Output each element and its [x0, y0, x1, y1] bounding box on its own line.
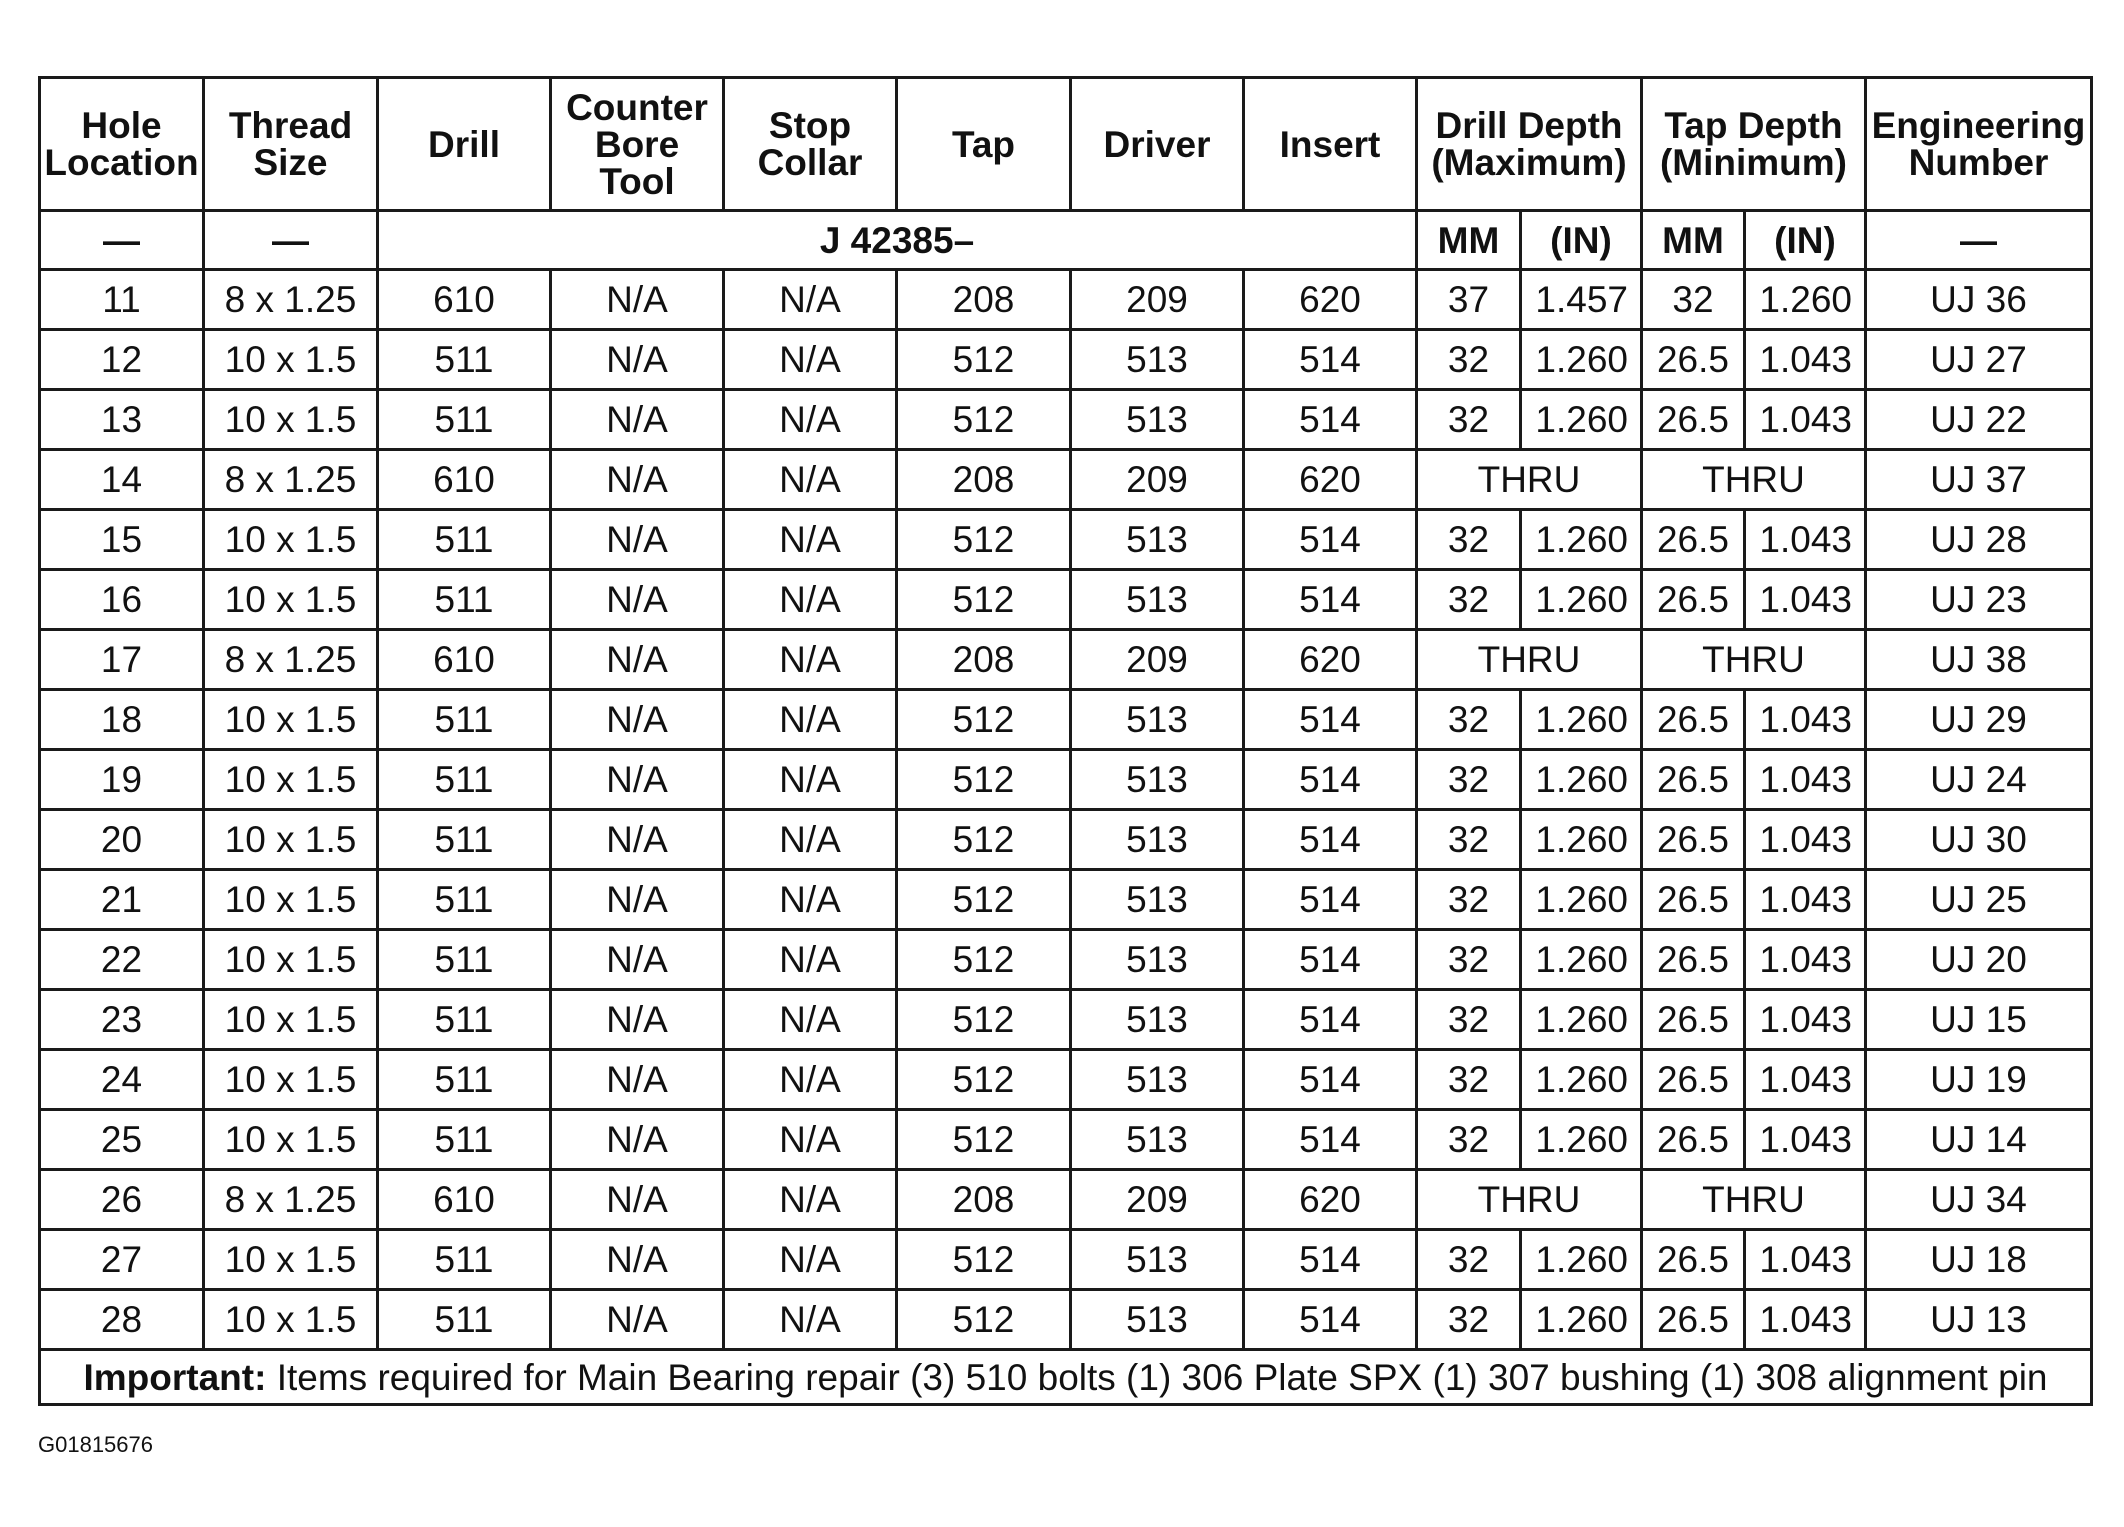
cell-engineering-number: UJ 24: [1866, 750, 2092, 810]
cell-driver: 513: [1071, 1110, 1244, 1170]
cell-stop-collar: N/A: [724, 1230, 897, 1290]
cell-counter-bore-tool: N/A: [551, 870, 724, 930]
header-drill: Drill: [378, 78, 551, 211]
cell-drill-depth-in: 1.260: [1521, 930, 1642, 990]
cell-tap: 208: [897, 630, 1071, 690]
cell-thread-size: 10 x 1.5: [204, 1290, 378, 1350]
cell-insert: 514: [1244, 1290, 1417, 1350]
cell-engineering-number: UJ 15: [1866, 990, 2092, 1050]
header-counter-bore-tool: Counter Bore Tool: [551, 78, 724, 211]
cell-hole-location: 15: [40, 510, 204, 570]
header-driver: Driver: [1071, 78, 1244, 211]
cell-insert: 514: [1244, 1050, 1417, 1110]
cell-stop-collar: N/A: [724, 450, 897, 510]
cell-drill-depth-in: 1.260: [1521, 1050, 1642, 1110]
cell-tap-depth-in: 1.043: [1745, 930, 1866, 990]
cell-insert: 514: [1244, 990, 1417, 1050]
cell-stop-collar: N/A: [724, 630, 897, 690]
cell-tap: 512: [897, 1230, 1071, 1290]
cell-engineering-number: UJ 14: [1866, 1110, 2092, 1170]
cell-drill-depth-in: 1.260: [1521, 1290, 1642, 1350]
cell-hole-location: 25: [40, 1110, 204, 1170]
cell-counter-bore-tool: N/A: [551, 690, 724, 750]
cell-insert: 620: [1244, 450, 1417, 510]
cell-counter-bore-tool: N/A: [551, 1110, 724, 1170]
cell-tap: 512: [897, 990, 1071, 1050]
cell-drill-depth-in: 1.260: [1521, 750, 1642, 810]
cell-hole-location: 17: [40, 630, 204, 690]
cell-insert: 514: [1244, 330, 1417, 390]
cell-tap-depth-mm: 26.5: [1642, 810, 1745, 870]
cell-hole-location: 27: [40, 1230, 204, 1290]
cell-tap-depth-in: 1.043: [1745, 810, 1866, 870]
cell-engineering-number: UJ 34: [1866, 1170, 2092, 1230]
cell-drill-depth-mm: 32: [1417, 990, 1521, 1050]
cell-hole-location: 11: [40, 270, 204, 330]
cell-stop-collar: N/A: [724, 690, 897, 750]
header-insert: Insert: [1244, 78, 1417, 211]
cell-drill-depth-mm: 32: [1417, 1290, 1521, 1350]
cell-counter-bore-tool: N/A: [551, 270, 724, 330]
cell-drill-depth-mm: 32: [1417, 510, 1521, 570]
cell-driver: 513: [1071, 990, 1244, 1050]
cell-tap-depth-mm: 26.5: [1642, 1290, 1745, 1350]
table-row: [40, 1230, 2092, 1290]
cell-hole-location: 18: [40, 690, 204, 750]
subheader-tap-in: (IN): [1745, 211, 1866, 270]
cell-counter-bore-tool: N/A: [551, 450, 724, 510]
table-row: [40, 930, 2092, 990]
cell-insert: 514: [1244, 930, 1417, 990]
cell-tap: 512: [897, 1290, 1071, 1350]
cell-stop-collar: N/A: [724, 1170, 897, 1230]
cell-tap: 512: [897, 510, 1071, 570]
cell-hole-location: 13: [40, 390, 204, 450]
cell-drill-depth-in: 1.260: [1521, 570, 1642, 630]
cell-stop-collar: N/A: [724, 330, 897, 390]
cell-tap: 512: [897, 570, 1071, 630]
cell-tap-depth-mm: 26.5: [1642, 570, 1745, 630]
table-row: [40, 870, 2092, 930]
cell-drill-depth-thru: THRU: [1417, 1170, 1642, 1230]
table-row: [40, 1170, 2092, 1230]
subheader-tap-mm: MM: [1642, 211, 1745, 270]
cell-counter-bore-tool: N/A: [551, 1290, 724, 1350]
subheader-thread: —: [204, 211, 378, 270]
cell-tap-depth-thru: THRU: [1642, 630, 1866, 690]
cell-stop-collar: N/A: [724, 510, 897, 570]
cell-driver: 513: [1071, 930, 1244, 990]
cell-insert: 514: [1244, 870, 1417, 930]
cell-hole-location: 12: [40, 330, 204, 390]
table-row: [40, 1110, 2092, 1170]
cell-counter-bore-tool: N/A: [551, 930, 724, 990]
cell-drill-depth-in: 1.260: [1521, 1110, 1642, 1170]
note-label: Important:: [83, 1356, 267, 1398]
cell-driver: 209: [1071, 450, 1244, 510]
cell-tap-depth-mm: 26.5: [1642, 1110, 1745, 1170]
cell-tap-depth-mm: 26.5: [1642, 390, 1745, 450]
cell-engineering-number: UJ 20: [1866, 930, 2092, 990]
cell-counter-bore-tool: N/A: [551, 630, 724, 690]
cell-hole-location: 20: [40, 810, 204, 870]
cell-insert: 514: [1244, 750, 1417, 810]
cell-drill-depth-thru: THRU: [1417, 450, 1642, 510]
cell-drill-depth-in: 1.260: [1521, 810, 1642, 870]
cell-drill: 610: [378, 450, 551, 510]
header-stop-collar: Stop Collar: [724, 78, 897, 211]
cell-thread-size: 10 x 1.5: [204, 1050, 378, 1110]
cell-driver: 513: [1071, 390, 1244, 450]
cell-drill: 511: [378, 870, 551, 930]
cell-tap-depth-mm: 26.5: [1642, 330, 1745, 390]
cell-tap-depth-mm: 26.5: [1642, 870, 1745, 930]
cell-insert: 620: [1244, 630, 1417, 690]
cell-stop-collar: N/A: [724, 1110, 897, 1170]
subheader-row: [40, 211, 2092, 270]
cell-counter-bore-tool: N/A: [551, 750, 724, 810]
cell-drill: 511: [378, 810, 551, 870]
subheader-tool-prefix: J 42385–: [378, 211, 1417, 270]
cell-tap-depth-mm: 32: [1642, 270, 1745, 330]
cell-drill-depth-mm: 32: [1417, 1110, 1521, 1170]
cell-engineering-number: UJ 13: [1866, 1290, 2092, 1350]
cell-thread-size: 10 x 1.5: [204, 930, 378, 990]
cell-tap: 512: [897, 1110, 1071, 1170]
cell-insert: 514: [1244, 510, 1417, 570]
table-row: [40, 570, 2092, 630]
cell-driver: 209: [1071, 630, 1244, 690]
cell-counter-bore-tool: N/A: [551, 390, 724, 450]
header-drill-depth: Drill Depth (Maximum): [1417, 78, 1642, 211]
cell-drill: 610: [378, 1170, 551, 1230]
cell-insert: 620: [1244, 270, 1417, 330]
cell-hole-location: 19: [40, 750, 204, 810]
table-row: [40, 1050, 2092, 1110]
table-row: [40, 510, 2092, 570]
cell-tap-depth-in: 1.043: [1745, 990, 1866, 1050]
cell-driver: 513: [1071, 690, 1244, 750]
cell-counter-bore-tool: N/A: [551, 990, 724, 1050]
cell-driver: 513: [1071, 870, 1244, 930]
cell-tap: 208: [897, 270, 1071, 330]
cell-tap: 512: [897, 930, 1071, 990]
cell-thread-size: 10 x 1.5: [204, 330, 378, 390]
cell-drill-depth-thru: THRU: [1417, 630, 1642, 690]
cell-drill-depth-in: 1.260: [1521, 870, 1642, 930]
figure-id: G01815676: [38, 1432, 153, 1457]
cell-driver: 513: [1071, 750, 1244, 810]
cell-drill-depth-mm: 32: [1417, 750, 1521, 810]
cell-insert: 514: [1244, 1230, 1417, 1290]
cell-insert: 514: [1244, 1110, 1417, 1170]
cell-drill-depth-in: 1.260: [1521, 990, 1642, 1050]
cell-counter-bore-tool: N/A: [551, 1230, 724, 1290]
subheader-eng: —: [1866, 211, 2092, 270]
cell-stop-collar: N/A: [724, 810, 897, 870]
cell-engineering-number: UJ 37: [1866, 450, 2092, 510]
header-thread-size: Thread Size: [204, 78, 378, 211]
table-row: [40, 270, 2092, 330]
table-row: [40, 810, 2092, 870]
cell-drill-depth-mm: 37: [1417, 270, 1521, 330]
cell-insert: 514: [1244, 810, 1417, 870]
subheader-hole: —: [40, 211, 204, 270]
header-tap: Tap: [897, 78, 1071, 211]
cell-counter-bore-tool: N/A: [551, 510, 724, 570]
cell-drill-depth-in: 1.260: [1521, 390, 1642, 450]
cell-drill-depth-mm: 32: [1417, 330, 1521, 390]
cell-drill: 511: [378, 390, 551, 450]
cell-hole-location: 21: [40, 870, 204, 930]
cell-tap-depth-thru: THRU: [1642, 450, 1866, 510]
header-row: [40, 78, 2092, 211]
cell-tap-depth-in: 1.043: [1745, 510, 1866, 570]
cell-drill-depth-mm: 32: [1417, 810, 1521, 870]
table-row: [40, 690, 2092, 750]
header-hole-location: Hole Location: [40, 78, 204, 211]
subheader-drill-mm: MM: [1417, 211, 1521, 270]
cell-tap: 512: [897, 390, 1071, 450]
cell-drill: 511: [378, 990, 551, 1050]
cell-stop-collar: N/A: [724, 750, 897, 810]
cell-counter-bore-tool: N/A: [551, 570, 724, 630]
cell-drill-depth-mm: 32: [1417, 930, 1521, 990]
cell-hole-location: 26: [40, 1170, 204, 1230]
cell-tap-depth-in: 1.043: [1745, 1230, 1866, 1290]
cell-drill-depth-mm: 32: [1417, 870, 1521, 930]
cell-thread-size: 10 x 1.5: [204, 690, 378, 750]
cell-tap-depth-in: 1.043: [1745, 570, 1866, 630]
cell-tap-depth-mm: 26.5: [1642, 750, 1745, 810]
table-row: [40, 990, 2092, 1050]
cell-engineering-number: UJ 19: [1866, 1050, 2092, 1110]
cell-tap-depth-in: 1.043: [1745, 750, 1866, 810]
cell-tap: 512: [897, 870, 1071, 930]
cell-thread-size: 10 x 1.5: [204, 510, 378, 570]
cell-thread-size: 10 x 1.5: [204, 990, 378, 1050]
cell-drill-depth-mm: 32: [1417, 1050, 1521, 1110]
cell-counter-bore-tool: N/A: [551, 810, 724, 870]
cell-insert: 514: [1244, 570, 1417, 630]
cell-tap-depth-in: 1.043: [1745, 870, 1866, 930]
cell-tap: 208: [897, 1170, 1071, 1230]
cell-tap-depth-mm: 26.5: [1642, 1230, 1745, 1290]
cell-tap: 512: [897, 330, 1071, 390]
cell-drill: 511: [378, 1110, 551, 1170]
cell-tap: 512: [897, 810, 1071, 870]
cell-stop-collar: N/A: [724, 390, 897, 450]
cell-thread-size: 8 x 1.25: [204, 270, 378, 330]
cell-engineering-number: UJ 36: [1866, 270, 2092, 330]
cell-tap-depth-in: 1.260: [1745, 270, 1866, 330]
cell-stop-collar: N/A: [724, 270, 897, 330]
cell-tap: 208: [897, 450, 1071, 510]
cell-drill-depth-in: 1.457: [1521, 270, 1642, 330]
cell-insert: 514: [1244, 390, 1417, 450]
cell-stop-collar: N/A: [724, 1050, 897, 1110]
cell-tap: 512: [897, 690, 1071, 750]
cell-drill: 511: [378, 570, 551, 630]
cell-thread-size: 10 x 1.5: [204, 750, 378, 810]
cell-engineering-number: UJ 38: [1866, 630, 2092, 690]
cell-drill: 511: [378, 690, 551, 750]
cell-tap-depth-in: 1.043: [1745, 1050, 1866, 1110]
cell-stop-collar: N/A: [724, 990, 897, 1050]
cell-thread-size: 8 x 1.25: [204, 450, 378, 510]
table-row: [40, 750, 2092, 810]
cell-engineering-number: UJ 29: [1866, 690, 2092, 750]
cell-hole-location: 14: [40, 450, 204, 510]
subheader-drill-in: (IN): [1521, 211, 1642, 270]
cell-drill-depth-mm: 32: [1417, 1230, 1521, 1290]
cell-thread-size: 10 x 1.5: [204, 1230, 378, 1290]
cell-drill: 511: [378, 510, 551, 570]
cell-engineering-number: UJ 27: [1866, 330, 2092, 390]
cell-counter-bore-tool: N/A: [551, 1050, 724, 1110]
cell-hole-location: 24: [40, 1050, 204, 1110]
cell-hole-location: 23: [40, 990, 204, 1050]
cell-stop-collar: N/A: [724, 930, 897, 990]
cell-drill: 511: [378, 750, 551, 810]
table-row: [40, 450, 2092, 510]
cell-driver: 513: [1071, 330, 1244, 390]
cell-drill-depth-in: 1.260: [1521, 690, 1642, 750]
cell-counter-bore-tool: N/A: [551, 1170, 724, 1230]
cell-drill: 511: [378, 1290, 551, 1350]
cell-hole-location: 22: [40, 930, 204, 990]
cell-tap-depth-in: 1.043: [1745, 390, 1866, 450]
cell-driver: 513: [1071, 570, 1244, 630]
important-note: [40, 1350, 2092, 1405]
cell-thread-size: 10 x 1.5: [204, 810, 378, 870]
header-tap-depth: Tap Depth (Minimum): [1642, 78, 1866, 211]
cell-thread-size: 8 x 1.25: [204, 630, 378, 690]
main-bearing-repair-table: [38, 76, 2093, 1406]
cell-insert: 514: [1244, 690, 1417, 750]
cell-drill-depth-in: 1.260: [1521, 1230, 1642, 1290]
cell-tap-depth-mm: 26.5: [1642, 990, 1745, 1050]
cell-engineering-number: UJ 22: [1866, 390, 2092, 450]
cell-tap: 512: [897, 750, 1071, 810]
cell-drill: 511: [378, 1230, 551, 1290]
cell-hole-location: 16: [40, 570, 204, 630]
cell-engineering-number: UJ 18: [1866, 1230, 2092, 1290]
cell-driver: 209: [1071, 1170, 1244, 1230]
cell-insert: 620: [1244, 1170, 1417, 1230]
cell-tap-depth-in: 1.043: [1745, 690, 1866, 750]
cell-drill-depth-mm: 32: [1417, 690, 1521, 750]
cell-driver: 513: [1071, 810, 1244, 870]
cell-driver: 513: [1071, 1230, 1244, 1290]
cell-engineering-number: UJ 30: [1866, 810, 2092, 870]
cell-tap-depth-mm: 26.5: [1642, 510, 1745, 570]
table-row: [40, 330, 2092, 390]
cell-tap-depth-mm: 26.5: [1642, 690, 1745, 750]
cell-driver: 209: [1071, 270, 1244, 330]
cell-driver: 513: [1071, 510, 1244, 570]
cell-drill: 610: [378, 630, 551, 690]
cell-thread-size: 10 x 1.5: [204, 570, 378, 630]
cell-tap-depth-in: 1.043: [1745, 1110, 1866, 1170]
cell-tap-depth-thru: THRU: [1642, 1170, 1866, 1230]
cell-tap-depth-in: 1.043: [1745, 1290, 1866, 1350]
cell-engineering-number: UJ 25: [1866, 870, 2092, 930]
cell-driver: 513: [1071, 1050, 1244, 1110]
cell-tap-depth-mm: 26.5: [1642, 1050, 1745, 1110]
table-row: [40, 390, 2092, 450]
note-row: [40, 1350, 2092, 1405]
cell-engineering-number: UJ 23: [1866, 570, 2092, 630]
cell-stop-collar: N/A: [724, 870, 897, 930]
cell-drill: 511: [378, 930, 551, 990]
cell-drill: 511: [378, 330, 551, 390]
cell-stop-collar: N/A: [724, 1290, 897, 1350]
cell-thread-size: 10 x 1.5: [204, 390, 378, 450]
cell-drill: 610: [378, 270, 551, 330]
cell-drill-depth-in: 1.260: [1521, 330, 1642, 390]
header-engineering-number: Engineering Number: [1866, 78, 2092, 211]
note-text: Items required for Main Bearing repair (3) 510 bolts (1) 306 Plate SPX (1) 307 bushing (1) 308 alignment pin: [266, 1356, 2048, 1398]
cell-drill-depth-mm: 32: [1417, 390, 1521, 450]
cell-thread-size: 8 x 1.25: [204, 1170, 378, 1230]
cell-driver: 513: [1071, 1290, 1244, 1350]
cell-drill-depth-in: 1.260: [1521, 510, 1642, 570]
cell-counter-bore-tool: N/A: [551, 330, 724, 390]
cell-hole-location: 28: [40, 1290, 204, 1350]
table-row: [40, 630, 2092, 690]
cell-drill-depth-mm: 32: [1417, 570, 1521, 630]
cell-thread-size: 10 x 1.5: [204, 1110, 378, 1170]
cell-stop-collar: N/A: [724, 570, 897, 630]
table-row: [40, 1290, 2092, 1350]
cell-drill: 511: [378, 1050, 551, 1110]
cell-tap: 512: [897, 1050, 1071, 1110]
cell-tap-depth-mm: 26.5: [1642, 930, 1745, 990]
cell-thread-size: 10 x 1.5: [204, 870, 378, 930]
cell-engineering-number: UJ 28: [1866, 510, 2092, 570]
cell-tap-depth-in: 1.043: [1745, 330, 1866, 390]
